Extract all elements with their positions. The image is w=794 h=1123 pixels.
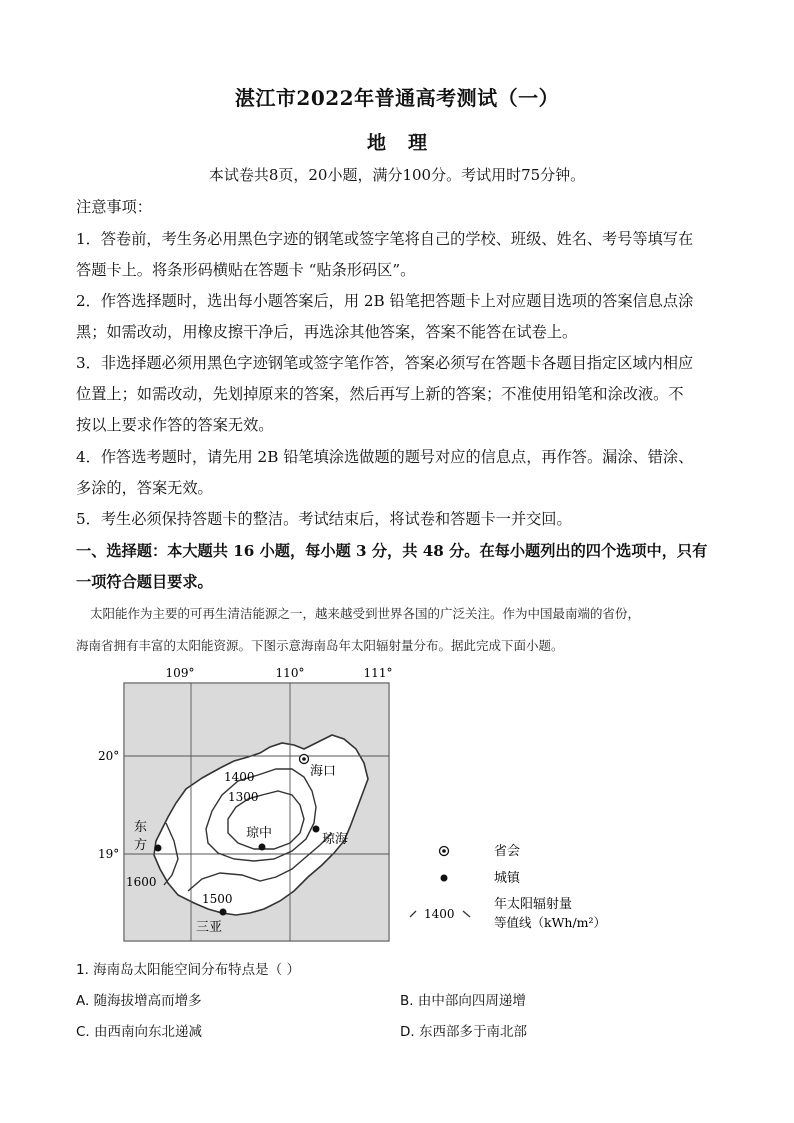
note-line: 5．考生必须保持答题卡的整洁。考试结束后，将试卷和答题卡一并交回。 xyxy=(76,510,572,528)
label-contour-1300: 1300 xyxy=(228,790,259,804)
notes-heading: 注意事项： xyxy=(76,198,152,216)
intro-paragraph: 海南省拥有丰富的太阳能资源。下图示意海南岛年太阳辐射量分布。据此完成下面小题。 xyxy=(76,638,564,653)
subject-title: 地理 xyxy=(366,132,449,154)
label-qiongzhong: 琼中 xyxy=(246,826,273,841)
town-dot-qiongzhong xyxy=(259,844,266,851)
label-dongfang-1: 东 xyxy=(134,820,148,835)
note-line: 答题卡上。将条形码横贴在答题卡 “贴条形码区”。 xyxy=(76,261,416,279)
legend-isoline-label-1: 年太阳辐射量 xyxy=(494,897,573,912)
exam-title: 湛江市2022年普通高考测试（一） xyxy=(234,86,560,110)
note-line: 按以上要求作答的答案无效。 xyxy=(76,416,274,434)
label-contour-1500: 1500 xyxy=(202,892,233,906)
town-dot-dongfang xyxy=(155,845,162,852)
lon-label-111: 111° xyxy=(363,666,393,680)
legend-capital-dot xyxy=(442,849,446,853)
legend-town-label: 城镇 xyxy=(494,871,521,886)
legend-isoline-value: 1400 xyxy=(424,907,455,921)
note-line: 3．非选择题必须用黑色字迹钢笔或签字笔作答，答案必须写在答题卡各题目指定区域内相应 xyxy=(76,354,694,372)
label-sanya: 三亚 xyxy=(196,920,223,935)
note-line: 1．答卷前，考生务必用黑色字迹的钢笔或签字笔将自己的学校、班级、姓名、考号等填写在 xyxy=(76,230,694,248)
legend-town-dot xyxy=(441,875,448,882)
town-dot-sanya xyxy=(220,909,227,916)
note-line: 2．作答选择题时，选出每小题答案后，用 2B 铅笔把答题卡上对应题目选项的答案信息点涂 xyxy=(76,292,694,310)
question-stem: 1. 海南岛太阳能空间分布特点是（ ） xyxy=(76,962,300,978)
option-d: D. 东西部多于南北部 xyxy=(400,1024,527,1040)
option-c: C. 由西南向东北递减 xyxy=(76,1024,203,1040)
option-b: B. 由中部向四周递增 xyxy=(400,993,526,1009)
label-dongfang-2: 方 xyxy=(134,838,148,853)
map-svg xyxy=(98,663,630,948)
provincial-capital-dot xyxy=(302,757,306,761)
exam-info: 本试卷共8页，20小题，满分100分。考试用时75分钟。 xyxy=(208,166,586,184)
option-a: A. 随海拔增高而增多 xyxy=(76,993,202,1009)
note-line: 黑；如需改动，用橡皮擦干净后，再选涂其他答案，答案不能答在试卷上。 xyxy=(76,323,578,341)
legend-isoline-label-2: 等值线（kWh/m²） xyxy=(494,915,607,930)
intro-paragraph: 太阳能作为主要的可再生清洁能源之一，越来越受到世界各国的广泛关注。作为中国最南端的省份， xyxy=(90,606,641,621)
lat-label-19: 19° xyxy=(98,847,120,861)
section-heading: 一、选择题：本大题共 16 小题，每小题 3 分，共 48 分。在每小题列出的四个选项中，只有 xyxy=(76,542,708,560)
lon-label-110: 110° xyxy=(275,666,305,680)
lat-label-20: 20° xyxy=(98,749,120,763)
label-haikou: 海口 xyxy=(310,764,337,779)
town-dot-qionghai xyxy=(313,826,320,833)
label-qionghai: 琼海 xyxy=(322,832,349,847)
section-heading: 一项符合题目要求。 xyxy=(76,573,213,591)
note-line: 4．作答选考题时，请先用 2B 铅笔填涂选做题的题号对应的信息点，再作答。漏涂、错涂、 xyxy=(76,448,694,466)
label-contour-1400: 1400 xyxy=(224,770,255,784)
note-line: 位置上；如需改动，先划掉原来的答案，然后再写上新的答案；不准使用铅笔和涂改液。不 xyxy=(76,385,684,403)
lon-label-109: 109° xyxy=(165,666,195,680)
note-line: 多涂的，答案无效。 xyxy=(76,479,213,497)
legend-capital-label: 省会 xyxy=(494,844,521,859)
label-contour-1600: 1600 xyxy=(126,875,157,889)
hainan-solar-radiation-map xyxy=(98,663,630,952)
